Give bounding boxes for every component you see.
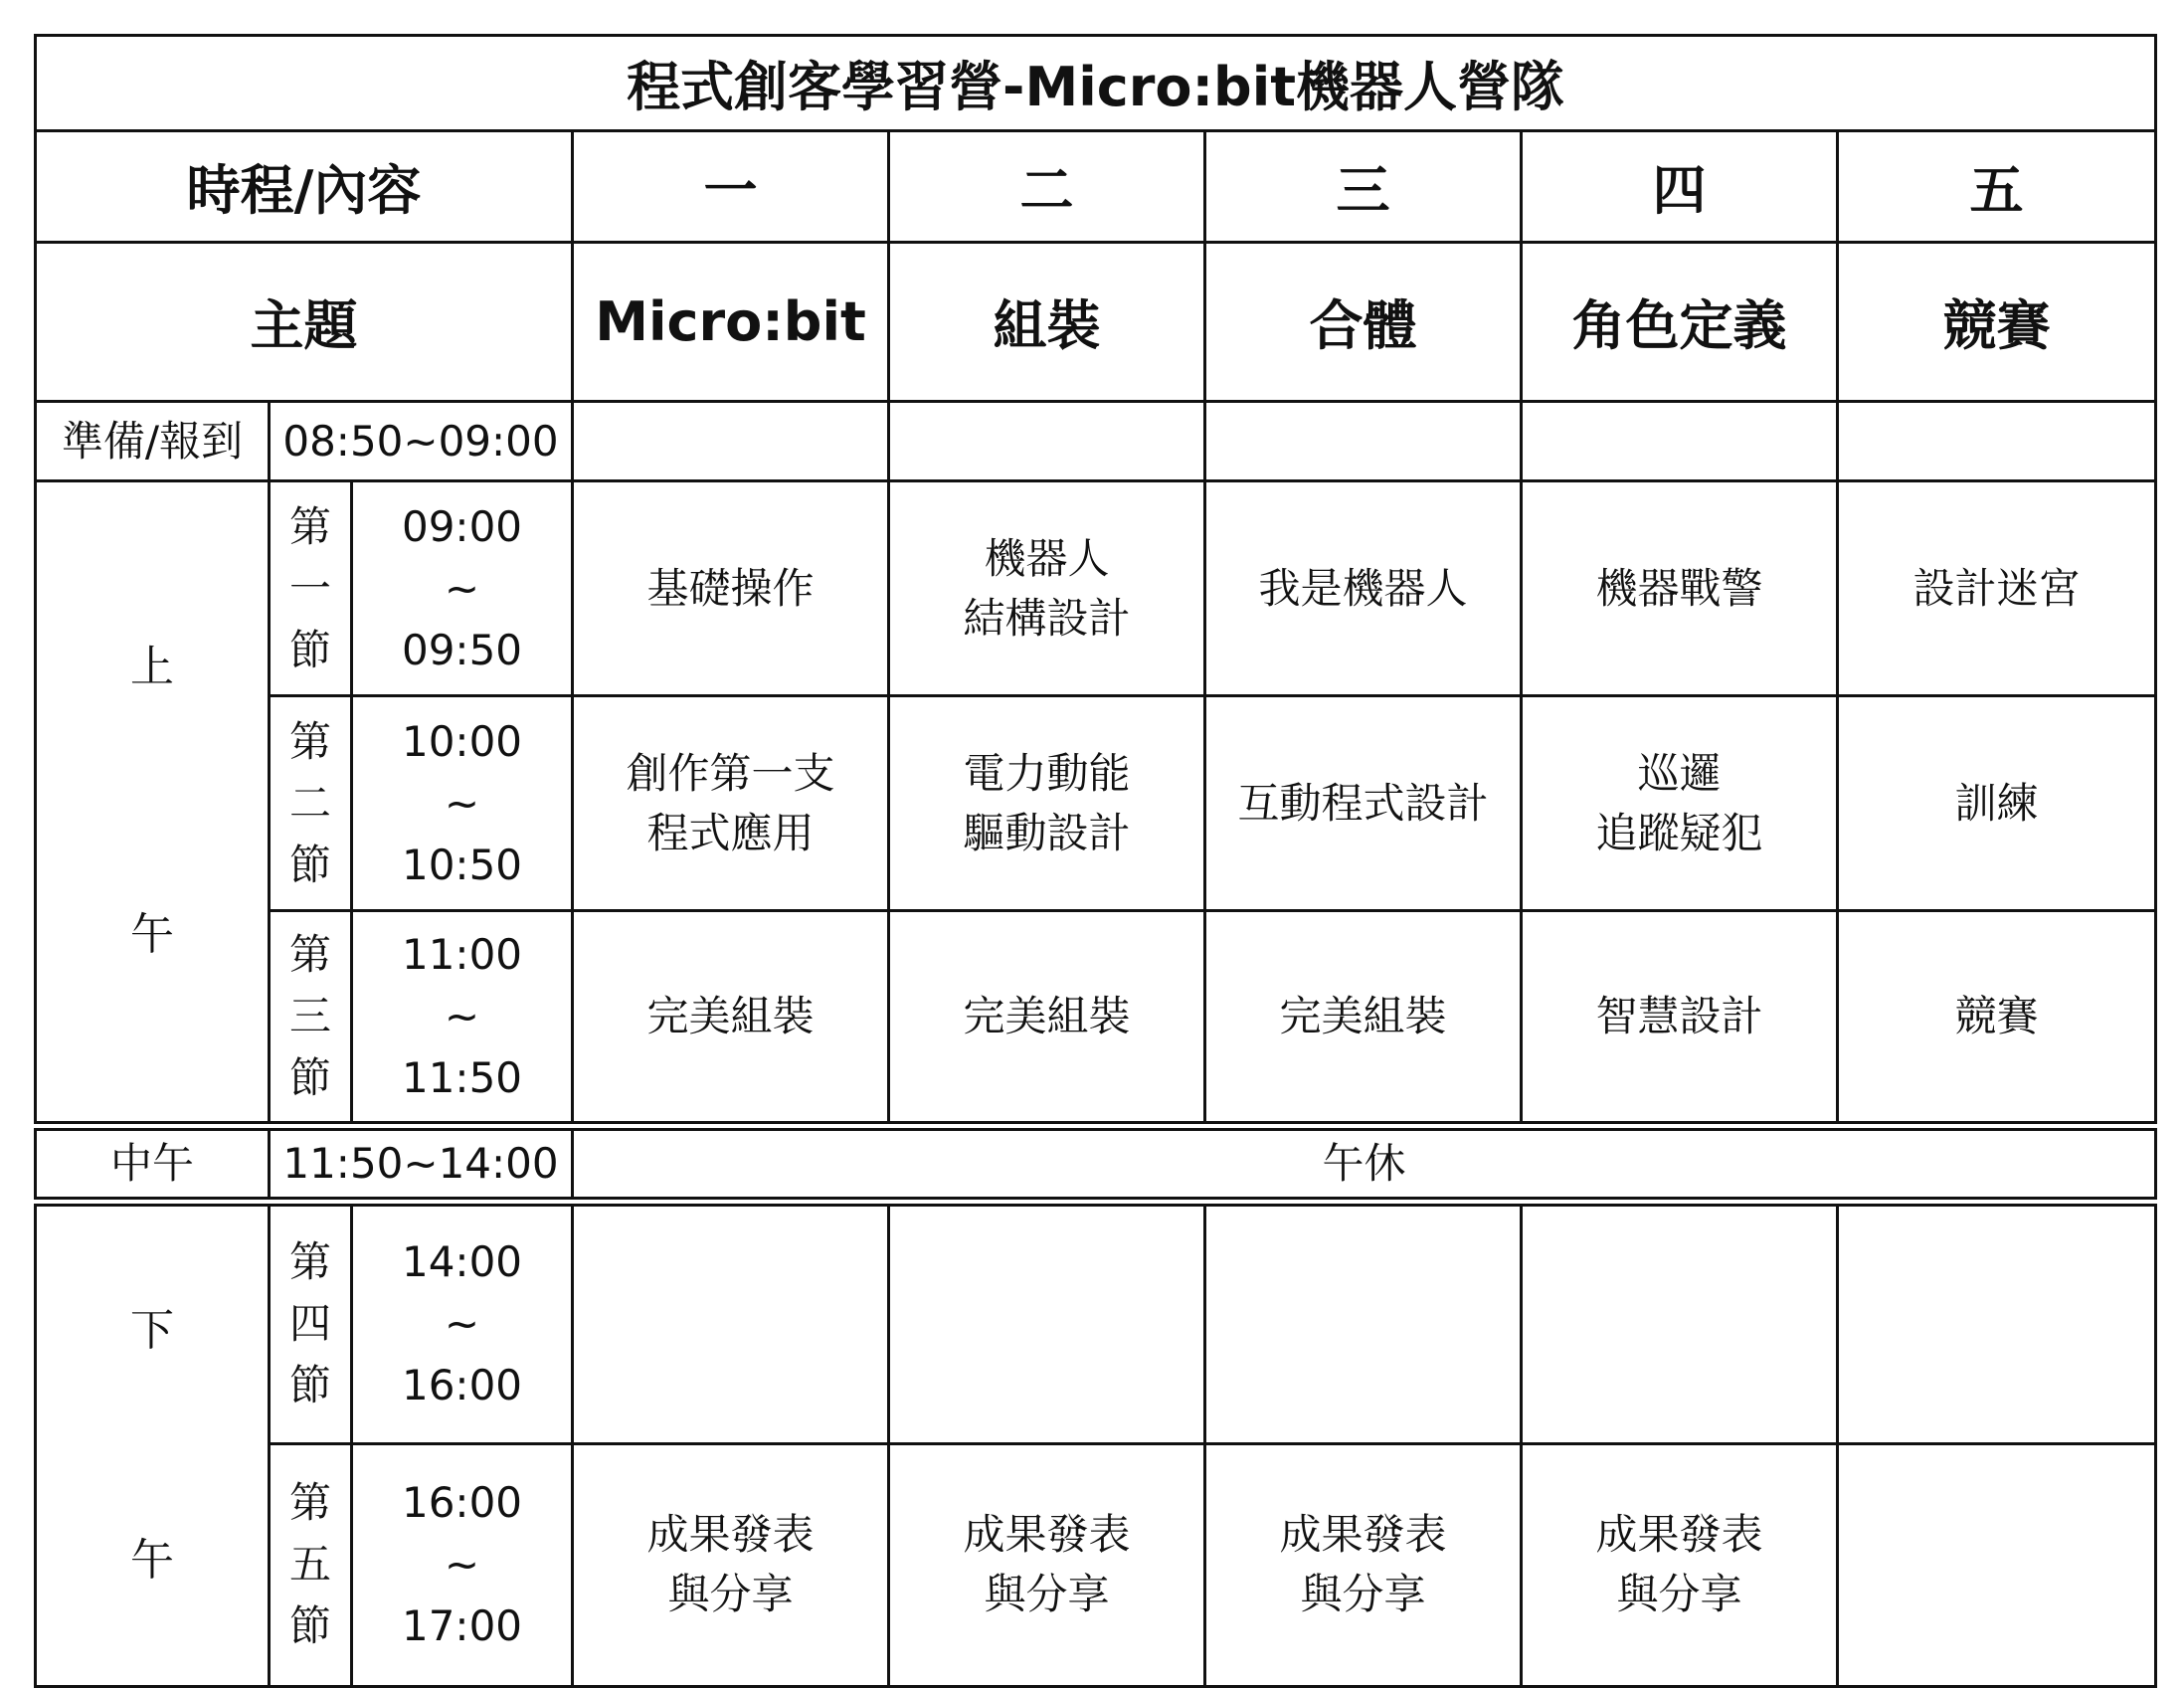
checkin-cell-3 [1205, 402, 1522, 481]
day-header-3: 三 [1205, 131, 1522, 243]
activity-cell [1522, 1202, 1838, 1444]
afternoon-period-row [36, 1202, 2156, 1444]
checkin-cell-5 [1838, 402, 2156, 481]
period-name: 第 二 節 [270, 696, 352, 911]
period-name: 第 三 節 [270, 911, 352, 1126]
period-time: 16:00 ~ 17:00 [352, 1443, 573, 1686]
morning-period-row [36, 696, 2156, 911]
activity-cell [1838, 1202, 2156, 1444]
schedule-title: 程式創客學習營-Micro:bit機器人營隊 [36, 36, 2156, 131]
activity-cell: 機器人 結構設計 [889, 481, 1205, 696]
activity-cell: 互動程式設計 [1205, 696, 1522, 911]
corner-header: 時程/內容 [36, 131, 573, 243]
morning-label [36, 481, 270, 1126]
period-name: 第 五 節 [270, 1443, 352, 1686]
afternoon-label [36, 1202, 270, 1687]
checkin-label: 準備/報到 [36, 402, 270, 481]
afternoon-period-row [36, 1443, 2156, 1686]
activity-cell: 設計迷宮 [1838, 481, 2156, 696]
schedule-table [34, 34, 2157, 1688]
morning-period-row [36, 481, 2156, 696]
activity-cell: 完美組裝 [889, 911, 1205, 1126]
theme-row [36, 243, 2156, 402]
period-name: 第 四 節 [270, 1202, 352, 1444]
noon-row [36, 1126, 2156, 1202]
day-header-1: 一 [573, 131, 889, 243]
activity-cell: 訓練 [1838, 696, 2156, 911]
period-time: 11:00 ~ 11:50 [352, 911, 573, 1126]
activity-cell [1205, 1202, 1522, 1444]
day-header-2: 二 [889, 131, 1205, 243]
theme-label: 主題 [36, 243, 573, 402]
morning-period-row [36, 911, 2156, 1126]
activity-cell: 完美組裝 [573, 911, 889, 1126]
activity-cell: 競賽 [1838, 911, 2156, 1126]
activity-cell: 成果發表 與分享 [889, 1443, 1205, 1686]
theme-day-1: Micro:bit [573, 243, 889, 402]
theme-day-2: 組裝 [889, 243, 1205, 402]
afternoon-label-top: 下 [130, 1304, 174, 1356]
period-time: 14:00 ~ 16:00 [352, 1202, 573, 1444]
theme-day-5: 競賽 [1838, 243, 2156, 402]
checkin-cell-2 [889, 402, 1205, 481]
noon-activity: 午休 [573, 1126, 2156, 1202]
morning-label-top: 上 [130, 642, 174, 693]
checkin-cell-4 [1522, 402, 1838, 481]
activity-cell: 成果發表 與分享 [573, 1443, 889, 1686]
noon-time: 11:50~14:00 [270, 1126, 573, 1202]
activity-cell: 機器戰警 [1522, 481, 1838, 696]
activity-cell [889, 1202, 1205, 1444]
activity-cell: 我是機器人 [1205, 481, 1522, 696]
activity-cell: 成果發表 與分享 [1205, 1443, 1522, 1686]
period-time: 10:00 ~ 10:50 [352, 696, 573, 911]
activity-cell [1838, 1443, 2156, 1686]
activity-cell: 完美組裝 [1205, 911, 1522, 1126]
theme-day-4: 角色定義 [1522, 243, 1838, 402]
morning-label-bottom: 午 [130, 909, 174, 961]
day-header-5: 五 [1838, 131, 2156, 243]
activity-cell: 巡邏 追蹤疑犯 [1522, 696, 1838, 911]
activity-cell: 智慧設計 [1522, 911, 1838, 1126]
activity-cell: 創作第一支 程式應用 [573, 696, 889, 911]
checkin-cell-1 [573, 402, 889, 481]
checkin-time: 08:50~09:00 [270, 402, 573, 481]
period-name: 第 一 節 [270, 481, 352, 696]
activity-cell: 電力動能 驅動設計 [889, 696, 1205, 911]
title-row [36, 36, 2156, 131]
checkin-row [36, 402, 2156, 481]
period-time: 09:00 ~ 09:50 [352, 481, 573, 696]
activity-cell: 基礎操作 [573, 481, 889, 696]
afternoon-label-bottom: 午 [130, 1534, 174, 1586]
activity-cell: 成果發表 與分享 [1522, 1443, 1838, 1686]
day-header-row [36, 131, 2156, 243]
theme-day-3: 合體 [1205, 243, 1522, 402]
day-header-4: 四 [1522, 131, 1838, 243]
noon-label: 中午 [36, 1126, 270, 1202]
activity-cell [573, 1202, 889, 1444]
